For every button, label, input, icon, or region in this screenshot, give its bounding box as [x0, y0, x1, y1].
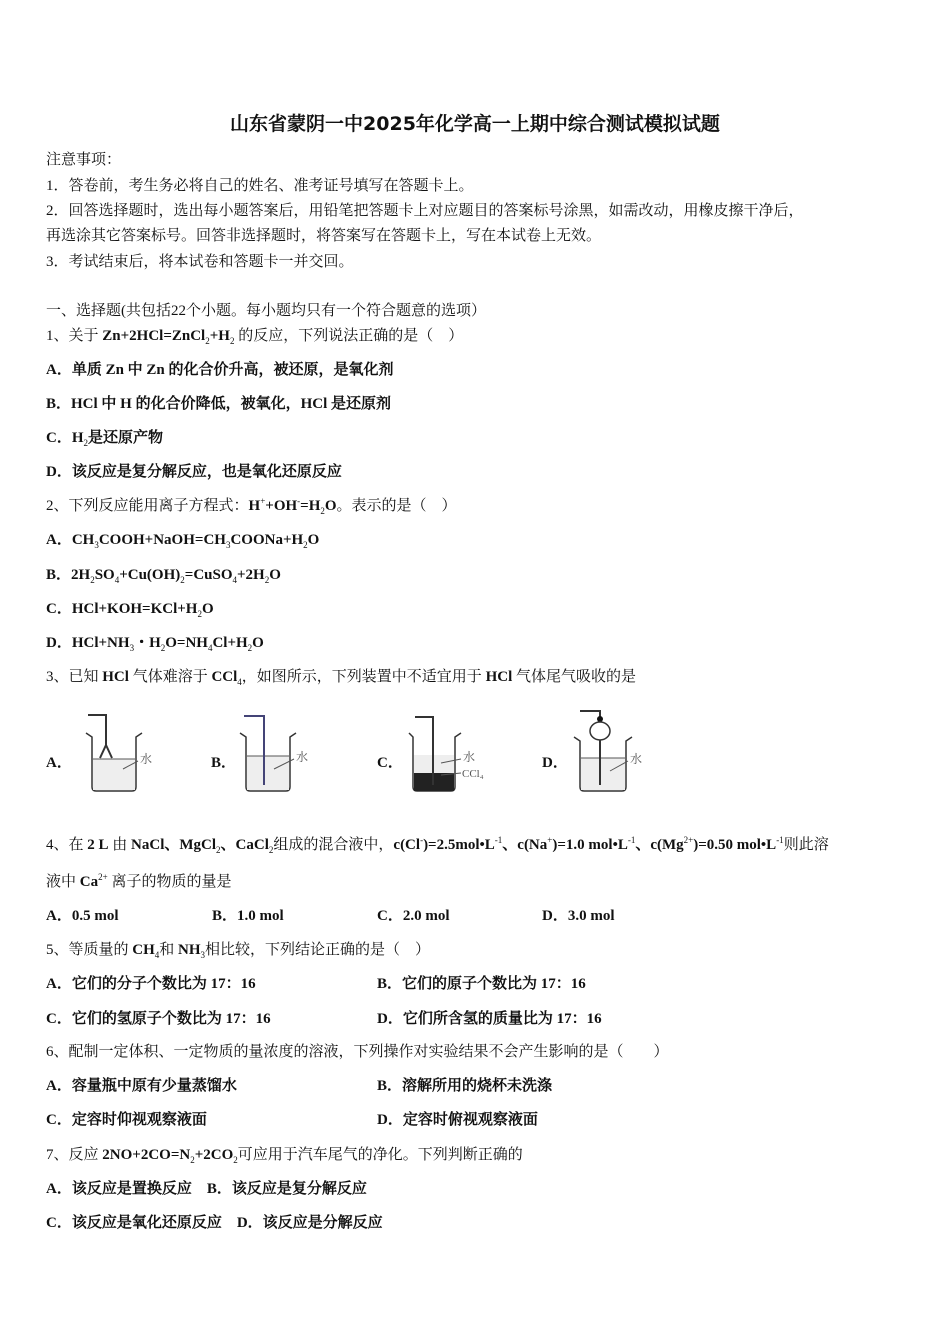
text-segment: B．HCl 中 H 的化合价降低，被氧化，HCl 是还原剂: [46, 396, 392, 412]
text-segment: 组成的混合液中，: [273, 837, 394, 853]
text-segment: -: [297, 496, 301, 506]
text-line: [46, 906, 119, 926]
text-segment: =H: [300, 498, 321, 514]
text-segment: 再选涂其它答案标号。回答非选择题时，将答案写在答题卡上，写在本试卷上无效。: [46, 228, 602, 244]
text-line: [46, 530, 319, 550]
text-segment: 2: [90, 575, 95, 585]
figure-label-b: B．: [211, 755, 237, 771]
text-line: [46, 1076, 237, 1096]
beaker-diagram-c: [405, 703, 505, 798]
text-segment: 3: [129, 643, 135, 653]
text-segment: O: [201, 601, 214, 617]
text-line: [46, 301, 486, 321]
text-segment: A．它们的分子个数比为 17：16: [46, 976, 256, 992]
text-segment: C．定容时仰视观察液面: [46, 1112, 207, 1128]
text-segment: NaCl、MgCl: [131, 837, 217, 853]
text-segment: A．单质 Zn 中 Zn 的化合价升高，被还原，是氧化剂: [46, 362, 394, 378]
text-segment: +Cu(OH): [119, 567, 181, 583]
text-segment: 和: [159, 942, 179, 958]
text-line: [46, 599, 214, 619]
text-segment: B．2H: [46, 567, 91, 583]
text-segment: )=0.50 mol•L: [693, 837, 777, 853]
text-segment: 相比较，下列结论正确的是（ ）: [205, 942, 431, 958]
text-segment: 2: [247, 643, 253, 653]
svg-text:水: 水: [463, 750, 476, 764]
text-segment: 3．考试结束后，将本试卷和答题卡一并交回。: [46, 254, 354, 270]
svg-text:CCl₄: CCl₄: [462, 768, 484, 780]
text-segment: 注意事项：: [46, 152, 122, 168]
text-segment: Ca: [79, 874, 99, 890]
text-segment: 1、关于: [46, 328, 103, 344]
text-segment: D．它们所含氢的质量比为 17：16: [377, 1011, 602, 1027]
text-segment: 气体难溶于: [128, 669, 212, 685]
text-segment: 2: [320, 506, 325, 516]
text-line: [46, 226, 601, 246]
text-line: [46, 1213, 383, 1233]
text-line: [46, 835, 829, 855]
text-segment: 2: [216, 845, 221, 855]
text-segment: D．3.0 mol: [542, 908, 615, 924]
text-segment: 4: [237, 677, 242, 687]
svg-text:水: 水: [630, 752, 643, 766]
text-segment: 3: [200, 950, 206, 960]
text-segment: -1: [494, 835, 503, 845]
text-line: [46, 1145, 523, 1165]
text-line: [46, 1179, 367, 1199]
text-line: [542, 906, 615, 926]
text-line: [377, 1009, 602, 1029]
text-segment: 2: [83, 438, 89, 448]
text-segment: 2: [190, 1155, 195, 1165]
text-segment: 2+: [98, 872, 108, 882]
text-line: [46, 394, 391, 414]
text-line: [46, 667, 636, 687]
text-segment: +OH: [265, 498, 298, 514]
text-segment: +2H: [237, 567, 265, 583]
figure-label-d: D．: [542, 755, 568, 771]
text-segment: C．H: [46, 430, 84, 446]
text-segment: H: [248, 498, 261, 514]
text-segment: 4、在: [46, 837, 88, 853]
text-line: [46, 940, 430, 960]
text-segment: +: [547, 835, 553, 845]
text-segment: 由: [108, 837, 132, 853]
text-segment: HCl: [485, 669, 513, 685]
text-segment: O: [269, 567, 281, 583]
text-segment: 7、反应: [46, 1147, 103, 1163]
text-segment: 4: [207, 643, 213, 653]
text-segment: A．容量瓶中原有少量蒸馏水: [46, 1078, 237, 1094]
text-segment: ，如图所示，下列装置中不适宜用于: [241, 669, 486, 685]
text-segment: -1: [776, 835, 784, 845]
text-segment: D．定容时俯视观察液面: [377, 1112, 538, 1128]
text-segment: 5、等质量的: [46, 942, 133, 958]
text-segment: 可应用于汽车尾气的净化。下列判断正确的: [237, 1147, 523, 1163]
text-line: [46, 1042, 669, 1062]
text-segment: B．1.0 mol: [212, 908, 284, 924]
text-segment: A．CH: [46, 532, 95, 548]
text-segment: ・H: [134, 635, 161, 651]
text-segment: O: [252, 635, 264, 651]
figure-label-c: C．: [377, 755, 403, 771]
text-segment: 一、选择题(共包括22个小题。每小题均只有一个符合题意的选项）: [46, 303, 486, 319]
text-line: [46, 1110, 207, 1130]
text-line: [46, 326, 463, 346]
text-line: [46, 428, 163, 448]
text-segment: 、CaCl: [220, 837, 269, 853]
text-segment: 液中: [46, 874, 80, 890]
text-line: [46, 1009, 271, 1029]
text-segment: -: [420, 835, 424, 845]
beaker-diagram-a: [78, 703, 168, 798]
text-segment: 2: [233, 1155, 238, 1165]
text-segment: +2CO: [194, 1147, 234, 1163]
text-segment: )=1.0 mol•L: [552, 837, 628, 853]
text-segment: C．HCl+KOH=KCl+H: [46, 601, 198, 617]
text-segment: D．HCl+NH: [46, 635, 130, 651]
text-segment: -1: [627, 835, 636, 845]
text-segment: Cl+H: [212, 635, 248, 651]
text-segment: 2: [160, 643, 166, 653]
text-segment: 2: [268, 845, 274, 855]
text-segment: 2: [197, 609, 202, 619]
text-segment: NH: [178, 942, 201, 958]
text-segment: 4: [114, 575, 120, 585]
text-segment: C．它们的氢原子个数比为 17：16: [46, 1011, 271, 1027]
text-segment: C．该反应是氧化还原反应 D．该反应是分解反应: [46, 1215, 383, 1231]
text-segment: +H: [209, 328, 230, 344]
text-segment: 6、配制一定体积、一定物质的量浓度的溶液，下列操作对实验结果不会产生影响的是（ ）: [46, 1044, 669, 1060]
text-segment: 1．答卷前，考生务必将自己的姓名、准考证号填写在答题卡上。: [46, 178, 474, 194]
text-line: [46, 176, 474, 196]
text-segment: 4: [232, 575, 237, 585]
text-line: [46, 974, 256, 994]
beaker-diagram-d: [570, 703, 660, 798]
text-line: [377, 1076, 552, 1096]
text-segment: 2: [264, 575, 270, 585]
text-segment: CCl: [211, 669, 238, 685]
text-line: [46, 150, 121, 170]
text-segment: 4: [154, 950, 160, 960]
text-segment: Zn+2HCl=ZnCl: [102, 328, 206, 344]
text-segment: SO: [94, 567, 115, 583]
text-segment: 3、已知: [46, 669, 103, 685]
svg-text:水: 水: [296, 750, 309, 764]
page-title: 山东省蒙阴一中2025年化学高一上期中综合测试模拟试题: [230, 113, 720, 135]
text-segment: 是还原产物: [88, 430, 164, 446]
text-line: [377, 906, 450, 926]
text-segment: 2: [229, 336, 235, 346]
text-segment: 2+: [683, 835, 694, 845]
text-segment: 气体尾气吸收的是: [512, 669, 636, 685]
text-line: [46, 360, 394, 380]
text-segment: A．该反应是置换反应 B．该反应是复分解反应: [46, 1181, 367, 1197]
text-segment: +: [260, 496, 266, 506]
figure-label-a: A．: [46, 755, 72, 771]
text-segment: O: [324, 498, 337, 514]
text-segment: 的反应，下列说法正确的是（ ）: [234, 328, 464, 344]
text-line: [46, 633, 264, 653]
text-line: [46, 872, 231, 892]
text-segment: B．它们的原子个数比为 17：16: [377, 976, 586, 992]
text-segment: C．2.0 mol: [377, 908, 450, 924]
text-segment: c(Cl: [393, 837, 421, 853]
text-segment: COONa+H: [230, 532, 304, 548]
text-segment: A．0.5 mol: [46, 908, 119, 924]
text-segment: HCl: [102, 669, 129, 685]
text-segment: 离子的物质的量是: [107, 874, 232, 890]
text-segment: O: [307, 532, 320, 548]
text-segment: 2: [180, 575, 185, 585]
text-segment: 2: [205, 336, 210, 346]
text-line: [46, 252, 354, 272]
beaker-diagram-b: [236, 703, 326, 798]
text-line: [46, 496, 457, 516]
text-line: [46, 565, 281, 585]
text-segment: 2: [303, 540, 308, 550]
water-label: 水: [140, 752, 153, 766]
text-segment: 2、下列反应能用离子方程式：: [46, 498, 249, 514]
text-line: [377, 974, 586, 994]
text-line: [212, 906, 284, 926]
text-segment: 3: [94, 540, 99, 550]
text-segment: CH: [132, 942, 155, 958]
text-segment: 2．回答选择题时，选出每小题答案后，用铅笔把答题卡上对应题目的答案标号涂黑，如需改动，用橡皮擦干净后，: [46, 203, 804, 219]
text-segment: 2 L: [87, 837, 109, 853]
text-segment: 2NO+2CO=N: [102, 1147, 191, 1163]
text-line: [377, 1110, 538, 1130]
text-segment: )=2.5mol•L: [423, 837, 495, 853]
text-segment: 3: [225, 540, 231, 550]
text-segment: 则此溶: [783, 837, 829, 853]
text-line: [46, 201, 804, 221]
text-segment: COOH+NaOH=CH: [98, 532, 226, 548]
text-line: [46, 462, 342, 482]
text-segment: D．该反应是复分解反应，也是氧化还原反应: [46, 464, 342, 480]
text-segment: B．溶解所用的烧杯未洗涤: [377, 1078, 553, 1094]
text-segment: O=NH: [165, 635, 208, 651]
text-segment: =CuSO: [184, 567, 233, 583]
text-segment: 、c(Na: [502, 837, 548, 853]
text-segment: 、c(Mg: [635, 837, 684, 853]
text-segment: 。表示的是（ ）: [336, 498, 457, 514]
